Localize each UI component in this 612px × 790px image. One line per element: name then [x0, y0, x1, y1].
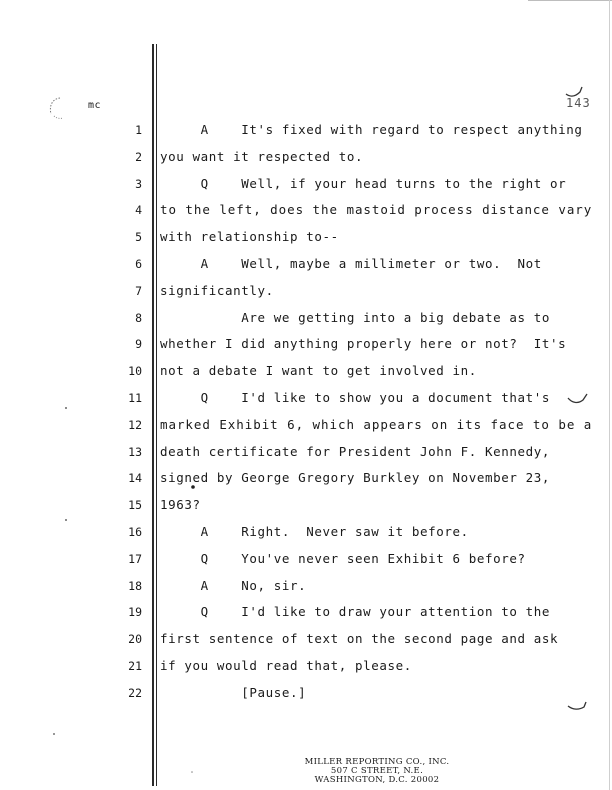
page-number: 143: [566, 96, 591, 110]
line-number: 13: [128, 444, 142, 459]
line-text: Q I'd like to show you a document that's: [160, 390, 551, 405]
line-number: 12: [128, 417, 142, 432]
line-text: A Well, maybe a millimeter or two. Not: [160, 256, 542, 271]
speck: [52, 732, 56, 736]
transcript-line: [0, 471, 612, 489]
line-text: Are we getting into a big debate as to: [160, 309, 551, 325]
line-number: 11: [128, 391, 142, 405]
reporter-initials: mc: [88, 100, 102, 111]
line-number: 4: [135, 203, 142, 218]
line-text: with relationship to--: [160, 229, 339, 245]
line-number: 1: [135, 123, 142, 137]
transcript-line: [0, 337, 612, 355]
line-text: Q Well, if your head turns to the right or: [160, 175, 567, 191]
line-text: first sentence of text on the second page and ask: [160, 631, 559, 647]
transcript-line: [0, 123, 612, 141]
transcript-line: [0, 230, 612, 248]
line-number: 16: [128, 525, 142, 539]
line-number: 8: [135, 310, 142, 325]
transcript-line: [0, 525, 612, 543]
line-text: marked Exhibit 6, which appears on its face to be a: [160, 416, 593, 432]
line-number: 7: [135, 283, 142, 298]
speck: [190, 770, 194, 774]
footer-city: WASHINGTON, D.C. 20002: [314, 775, 440, 785]
line-number: 9: [135, 337, 142, 352]
line-number: 20: [128, 632, 142, 647]
transcript-line: [0, 418, 612, 436]
line-text: death certificate for President John F. Kennedy,: [160, 443, 551, 459]
line-number: 18: [128, 578, 142, 593]
transcript-line: [0, 257, 612, 275]
footer-company: MILLER REPORTING CO., INC.: [304, 757, 450, 767]
transcript-line: [0, 498, 612, 516]
line-number: 6: [135, 257, 142, 271]
transcript-line: [0, 445, 612, 463]
line-number: 2: [135, 149, 142, 164]
transcript-line: [0, 632, 612, 650]
line-text: A It's fixed with regard to respect anything: [160, 122, 583, 137]
transcript-line: [0, 605, 612, 623]
transcript-line: [0, 391, 612, 409]
line-text: [Pause.]: [160, 684, 307, 700]
line-number: 10: [128, 364, 142, 379]
transcript-line: [0, 177, 612, 195]
line-text: significantly.: [160, 282, 274, 298]
transcript-line: [0, 284, 612, 302]
transcript-line: [0, 150, 612, 168]
transcript-line: [0, 364, 612, 382]
line-text: signed by George Gregory Burkley on November 23,: [160, 470, 551, 486]
line-number: 3: [135, 176, 142, 191]
line-number: 22: [128, 685, 142, 700]
line-number: 5: [135, 230, 142, 245]
transcript-line: [0, 686, 612, 704]
line-text: Q You've never seen Exhibit 6 before?: [160, 550, 526, 566]
reporter-footer: [260, 758, 494, 785]
line-text: you want it respected to.: [160, 148, 364, 164]
line-text: Q I'd like to draw your attention to the: [160, 604, 551, 620]
line-text: not a debate I want to get involved in.: [160, 363, 477, 379]
line-number: 21: [128, 659, 142, 673]
line-text: A Right. Never saw it before.: [160, 524, 469, 539]
line-text: to the left, does the mastoid process distance vary: [160, 202, 593, 218]
scan-mark-icon: [46, 96, 68, 122]
footer-street: 507 C STREET, N.E.: [330, 766, 424, 776]
transcript-line: [0, 203, 612, 221]
line-text: A No, sir.: [160, 577, 307, 593]
top-edge-rule: [528, 0, 612, 1]
line-number: 19: [128, 605, 142, 620]
line-text: if you would read that, please.: [160, 658, 412, 673]
transcript-line: [0, 552, 612, 570]
transcript-line: [0, 659, 612, 677]
line-number: 17: [128, 551, 142, 566]
transcript-line: [0, 579, 612, 597]
line-text: 1963?: [160, 497, 201, 513]
line-number: 14: [128, 471, 142, 486]
line-text: whether I did anything properly here or not? It's: [160, 336, 567, 352]
transcript-line: [0, 311, 612, 329]
line-number: 15: [128, 498, 142, 513]
speck: [64, 518, 68, 522]
